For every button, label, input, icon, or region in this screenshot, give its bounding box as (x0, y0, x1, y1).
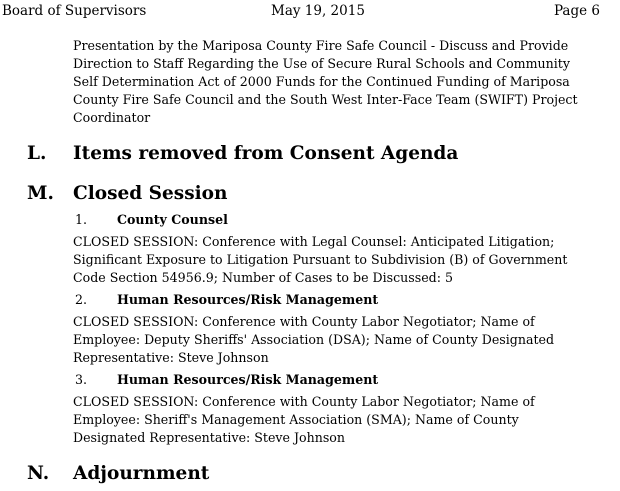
closed-session-item-1-text (73, 233, 608, 287)
closed-session-item-2-heading (73, 292, 608, 310)
section-heading-l (27, 143, 607, 169)
section-letter: L. (27, 143, 47, 164)
intro-paragraph (73, 37, 608, 127)
closed-session-item-1-heading (73, 212, 608, 230)
item-text-line: CLOSED SESSION: Conference with Legal Counsel: Anticipated Litigation; (73, 234, 555, 249)
item-text-line: Representative: Steve Johnson (73, 350, 269, 365)
intro-line: Coordinator (73, 110, 151, 125)
item-text-line: Significant Exposure to Litigation Pursuant to Subdivision (B) of Government (73, 252, 568, 267)
intro-line: Direction to Staff Regarding the Use of Secure Rural Schools and Community (73, 56, 570, 71)
item-number: 1. (75, 212, 88, 227)
header-date: May 19, 2015 (271, 3, 365, 19)
page-header (0, 3, 620, 23)
section-title: Closed Session (73, 183, 228, 204)
item-number: 2. (75, 292, 88, 307)
item-text-line: CLOSED SESSION: Conference with County Labor Negotiator; Name of (73, 314, 535, 329)
intro-line: Presentation by the Mariposa County Fire Safe Council - Discuss and Provide (73, 38, 569, 53)
closed-session-item-3-text (73, 393, 608, 447)
item-text-line: Employee: Sheriff's Management Association (SMA); Name of County (73, 412, 519, 427)
closed-session-item-3-heading (73, 372, 608, 390)
section-heading-m (27, 183, 607, 209)
item-text-line: Designated Representative: Steve Johnson (73, 430, 345, 445)
section-heading-n (27, 463, 607, 489)
header-board-name: Board of Supervisors (2, 3, 147, 19)
section-title: Items removed from Consent Agenda (73, 143, 459, 164)
header-page-number: Page 6 (553, 3, 600, 19)
section-letter: M. (27, 183, 54, 204)
item-number: 3. (75, 372, 88, 387)
item-title: County Counsel (117, 212, 228, 227)
section-letter: N. (27, 463, 50, 484)
item-text-line: Code Section 54956.9; Number of Cases to be Discussed: 5 (73, 270, 453, 285)
intro-line: Self Determination Act of 2000 Funds for the Continued Funding of Mariposa (73, 74, 570, 89)
item-title: Human Resources/Risk Management (117, 372, 379, 387)
intro-line: County Fire Safe Council and the South West Inter-Face Team (SWIFT) Project (73, 92, 578, 107)
item-text-line: CLOSED SESSION: Conference with County Labor Negotiator; Name of (73, 394, 535, 409)
item-title: Human Resources/Risk Management (117, 292, 379, 307)
item-text-line: Employee: Deputy Sheriffs' Association (DSA); Name of County Designated (73, 332, 555, 347)
closed-session-item-2-text (73, 313, 608, 367)
section-title: Adjournment (73, 463, 210, 484)
